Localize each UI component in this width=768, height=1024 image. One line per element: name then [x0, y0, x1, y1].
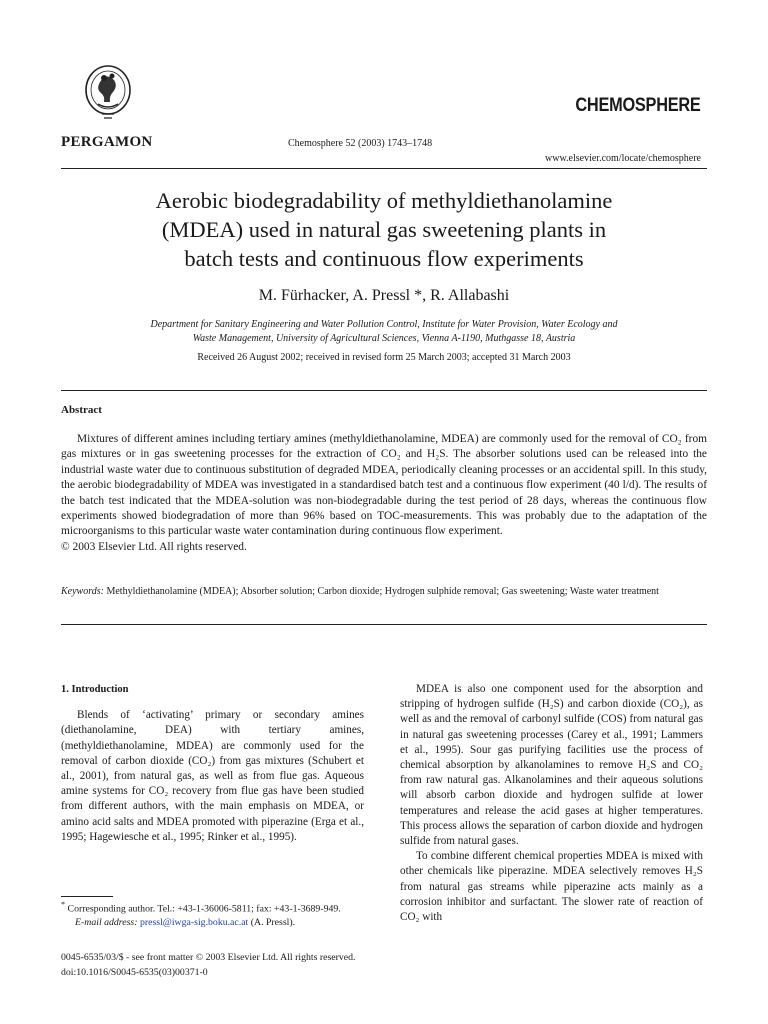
keywords-label: Keywords:: [61, 586, 104, 597]
body-paragraph: To combine different chemical properties MDEA is mixed with other chemicals like piperazine. MDEA selectively removes H₂S from natural gas streams while piperazine acts mainly as a corrosion inhibitor and surfactant. The slower rate of reaction of CO₂ with: [400, 850, 703, 924]
article-title: [61, 186, 707, 273]
footnote: [61, 898, 364, 930]
issn-line: 0045-6535/03/$ - see front matter © 2003 Elsevier Ltd. All rights reserved.: [61, 952, 356, 963]
title-line: batch tests and continuous flow experiments: [184, 246, 584, 271]
doi-line: doi:10.1016/S0045-6535(03)00371-0: [61, 967, 208, 978]
journal-citation: Chemosphere 52 (2003) 1743–1748: [288, 138, 433, 149]
affiliation-line: Department for Sanitary Engineering and Water Pollution Control, Institute for Water Provision, Water Ecology and: [150, 319, 618, 330]
copyright-notice: © 2003 Elsevier Ltd. All rights reserved.: [61, 540, 247, 553]
received-dates: Received 26 August 2002; received in revised form 25 March 2003; accepted 31 March 2003: [197, 352, 571, 363]
keywords-text: Methyldiethanolamine (MDEA); Absorber solution; Carbon dioxide; Hydrogen sulphide removal; Gas sweetening; Waste water treatment: [106, 586, 659, 597]
elsevier-tree-logo-icon: [80, 64, 136, 124]
left-column: [61, 682, 364, 845]
right-column: [400, 682, 703, 925]
section-heading: 1. Introduction: [61, 684, 129, 695]
affiliation: [61, 318, 707, 346]
author-list: M. Fürhacker, A. Pressl *, R. Allabashi: [258, 287, 510, 304]
email-suffix: (A. Pressl).: [250, 917, 296, 929]
title-line: (MDEA) used in natural gas sweetening plants in: [161, 217, 607, 242]
body-paragraph: MDEA is also one component used for the absorption and stripping of hydrogen sulfide (H₂S) and carbon dioxide (CO₂), as well as and the removal of carbonyl sulfide (COS) from natural gas in natural gas sweetening processes (Carey et al., 1991; Lammers et al., 1995). Sour gas purifying facilities use the process of chemical absorption by alkanolamines to remove H₂S and CO₂ from raw natural gas. Alkanolamines and their aqueous solutions will absorb carbon dioxide and hydrogen sulfide at lower temperatures and release the acid gases at higher temperatures. This process allows the separation of carbon dioxide and hydrogen sulfide from natural gases.: [400, 683, 703, 848]
abstract-body: [61, 432, 707, 555]
email-link[interactable]: pressl@iwga-sig.boku.ac.at: [139, 917, 249, 929]
title-line: Aerobic biodegradability of methyldiethanolamine: [155, 188, 613, 213]
header-divider: [61, 168, 707, 169]
abstract-bottom-divider: [61, 624, 707, 625]
journal-name: CHEMOSPHERE: [575, 95, 701, 116]
affiliation-line: Waste Management, University of Agricultural Sciences, Vienna A-1190, Muthgasse 18, Austria: [192, 333, 576, 344]
corresponding-author: Corresponding author. Tel.: +43-1-36006-5811; fax: +43-1-3689-949.: [67, 903, 341, 915]
journal-url[interactable]: www.elsevier.com/locate/chemosphere: [545, 153, 701, 164]
email-label: E-mail address:: [75, 917, 138, 929]
footnote-divider: [61, 896, 113, 897]
abstract-top-divider: [61, 390, 707, 391]
keywords: [61, 585, 707, 599]
body-paragraph: Blends of ‘activating’ primary or secondary amines (diethanolamine, DEA) with tertiary amines, (methyldiethanolamine, MDEA) are commonly used for the removal of carbon dioxide (CO₂) from gas mixtures (Schubert et al., 2001), from natural gas, as well as from flue gas. Aqueous amine systems for CO₂ recovery from flue gas have been studied from different authors, with the main emphasis on MDEA, or amino acid salts and MDEA promoted with piperazine (Erga et al., 1995; Hagewiesche et al., 1995; Rinker et al., 1995).: [61, 709, 364, 843]
abstract-text: Mixtures of different amines including tertiary amines (methyldiethanolamine, MDEA) are commonly used for the removal of CO₂ from gas mixtures or in gas sweetening processes for the extraction of CO₂ and H₂S. The absorber solutions used can be released into the industrial waste water due to continuous substitution of degraded MDEA, periodically cleaning processes or an accidental spill. In this study, the aerobic biodegradability of MDEA was investigated in a standardised batch test and a continuous flow experiment (40 l/d). The results of the batch test indicated that the MDEA-solution was non-biodegradable during the test period of 28 days, whereas the continuous flow experiments showed biodegradation of more than 96% based on TOC-measurements. This was probably due to the adaptation of the microorganisms to this particular waste water contamination during continuous flow experiment.: [61, 433, 707, 538]
footnote-marker: *: [61, 900, 66, 909]
publisher-name: PERGAMON: [61, 134, 153, 150]
abstract-heading: Abstract: [61, 404, 102, 416]
front-matter: [61, 950, 355, 980]
